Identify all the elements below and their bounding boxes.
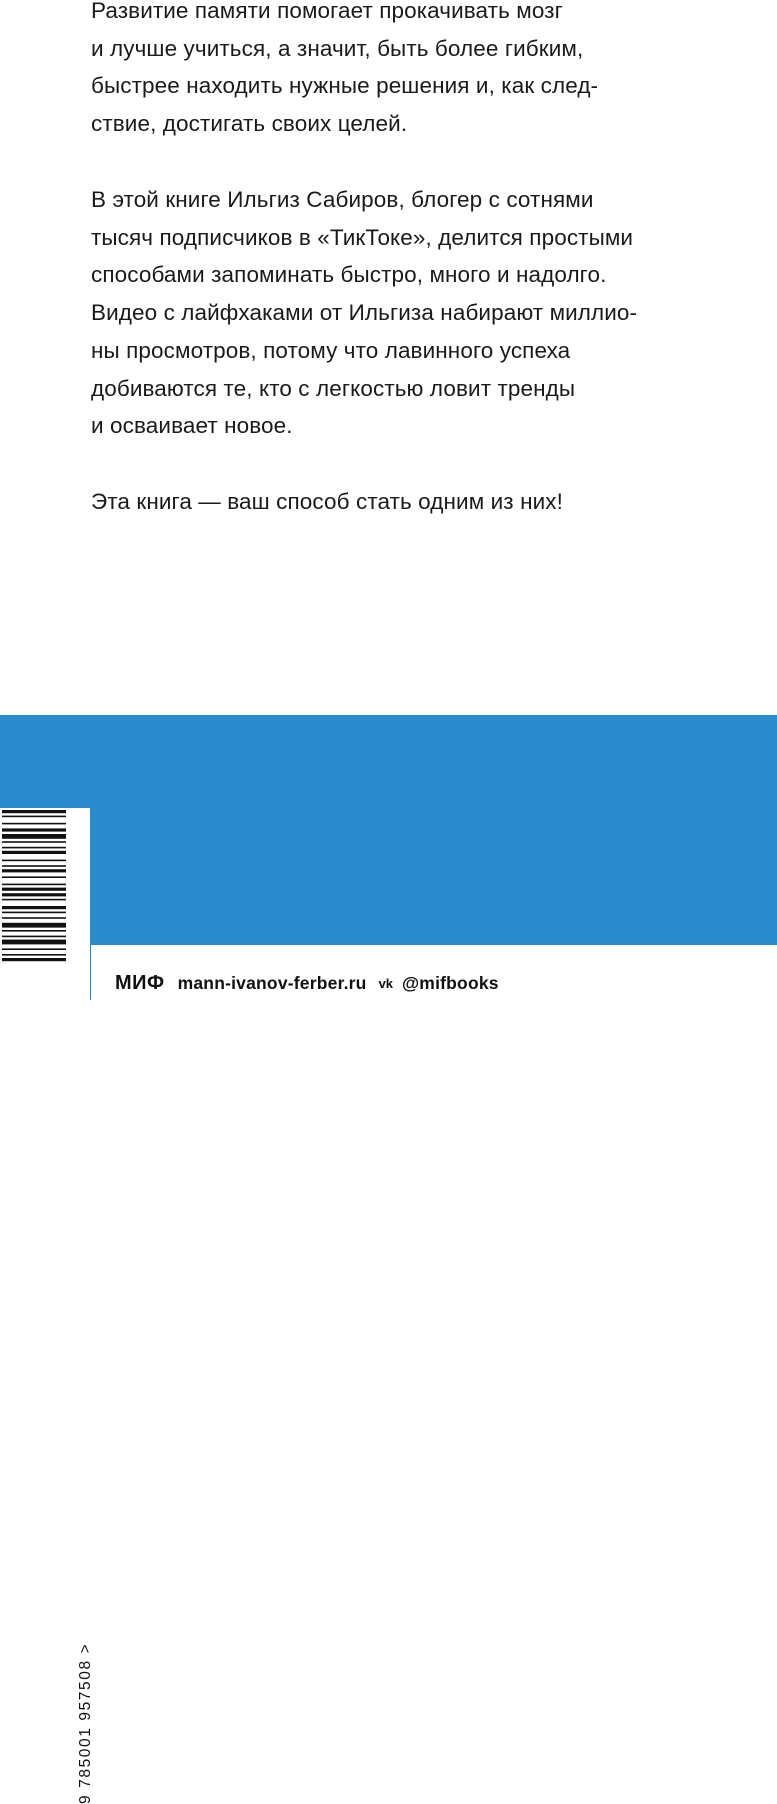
social-handle[interactable]: @mifbooks [402, 973, 499, 993]
text-line: способами запоминать быстро, много и надолго. [91, 262, 607, 288]
text-line: добиваются те, кто с легкостью ловит тренды [91, 375, 576, 401]
text-line: ствие, достигать своих целей. [91, 111, 408, 137]
text-line: и осваивает новое. [91, 413, 293, 439]
barcode-bar [2, 876, 66, 878]
barcode-bar [2, 828, 66, 831]
barcode-bar [2, 869, 66, 872]
vk-icon: vk [378, 976, 394, 991]
text-line: и лучше учиться, а значит, быть более гибким, [91, 35, 584, 61]
barcode-bar [2, 860, 66, 862]
footer-bar [91, 945, 777, 1000]
barcode-bar [2, 865, 66, 867]
barcode-bar [2, 954, 66, 956]
barcode-bar [2, 899, 66, 901]
text-line: Развитие памяти помогает прокачивать мозг [91, 0, 563, 23]
barcode-bar [2, 847, 66, 849]
barcode-bar [2, 823, 66, 825]
text-line: тысяч подписчиков в «ТикТоке», делится простыми [91, 224, 634, 250]
text-line: ны просмотров, потому что лавинного успеха [91, 337, 571, 363]
barcode [0, 808, 94, 1804]
barcode-bar [2, 936, 66, 938]
barcode-bar [2, 841, 66, 843]
text-line: Эта книга — ваш способ стать одним из них! [91, 489, 563, 514]
barcode-bar [2, 851, 66, 854]
barcode-bar [2, 906, 66, 909]
barcode-bar [2, 930, 66, 932]
website-link[interactable]: mann-ivanov-ferber.ru [177, 973, 367, 993]
text-line: В этой книге Ильгиз Сабиров, блогер с сотнями [91, 187, 594, 212]
barcode-bar [2, 940, 66, 945]
barcode-bar [2, 917, 66, 919]
barcode-bar [2, 884, 66, 886]
barcode-bar [2, 810, 66, 813]
barcode-bar [2, 888, 66, 891]
barcode-bar [2, 834, 66, 839]
barcode-bar [2, 958, 66, 961]
barcode-bar [2, 893, 66, 896]
barcode-bar [2, 923, 66, 928]
publisher-logo: МИФ [115, 972, 165, 994]
paragraph-1 [91, 0, 598, 143]
barcode-bars [2, 808, 66, 1000]
paragraph-2 [91, 181, 637, 445]
paragraph-3 [91, 483, 563, 521]
text-line: быстрее находить нужные решения и, как след- [91, 73, 599, 99]
barcode-bar [2, 912, 66, 914]
barcode-bar [2, 948, 66, 950]
isbn-number: 9 785001 957508 > [77, 1642, 94, 1804]
text-line: Видео с лайфхаками от Ильгиза набирают миллио- [91, 300, 638, 326]
barcode-bar [2, 816, 66, 818]
